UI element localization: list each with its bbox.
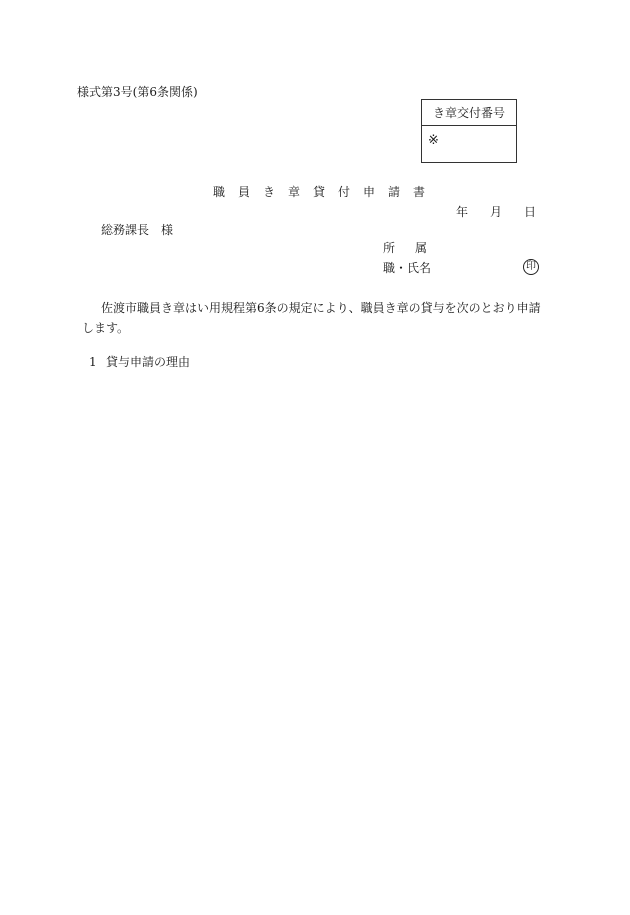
affiliation-label — [383, 242, 427, 254]
affiliation-char-1: 所 — [383, 241, 396, 255]
seal-mark: 印 — [523, 259, 539, 275]
date-line — [456, 206, 536, 218]
date-year: 年 — [456, 205, 469, 219]
form-number: 様式第3号(第6条関係) — [77, 85, 198, 99]
section-label: 貸与申請の理由 — [106, 355, 191, 369]
date-month: 月 — [490, 205, 503, 219]
badge-number-mark: ※ — [428, 133, 439, 148]
document-title: 職員き章貸付申請書 — [213, 185, 439, 199]
name-label: 職・氏名 — [383, 261, 432, 275]
addressee: 総務課長 様 — [101, 223, 174, 237]
section-number: 1 — [89, 355, 97, 369]
section-heading — [89, 356, 190, 368]
affiliation-char-2: 属 — [415, 241, 428, 255]
date-day: 日 — [524, 205, 537, 219]
body-paragraph: 佐渡市職員き章はい用規程第6条の規定により、職員き章の貸与を次のとおり申請します。 — [82, 301, 541, 335]
badge-number-header: き章交付番号 — [422, 100, 516, 126]
badge-number-box — [421, 99, 517, 163]
